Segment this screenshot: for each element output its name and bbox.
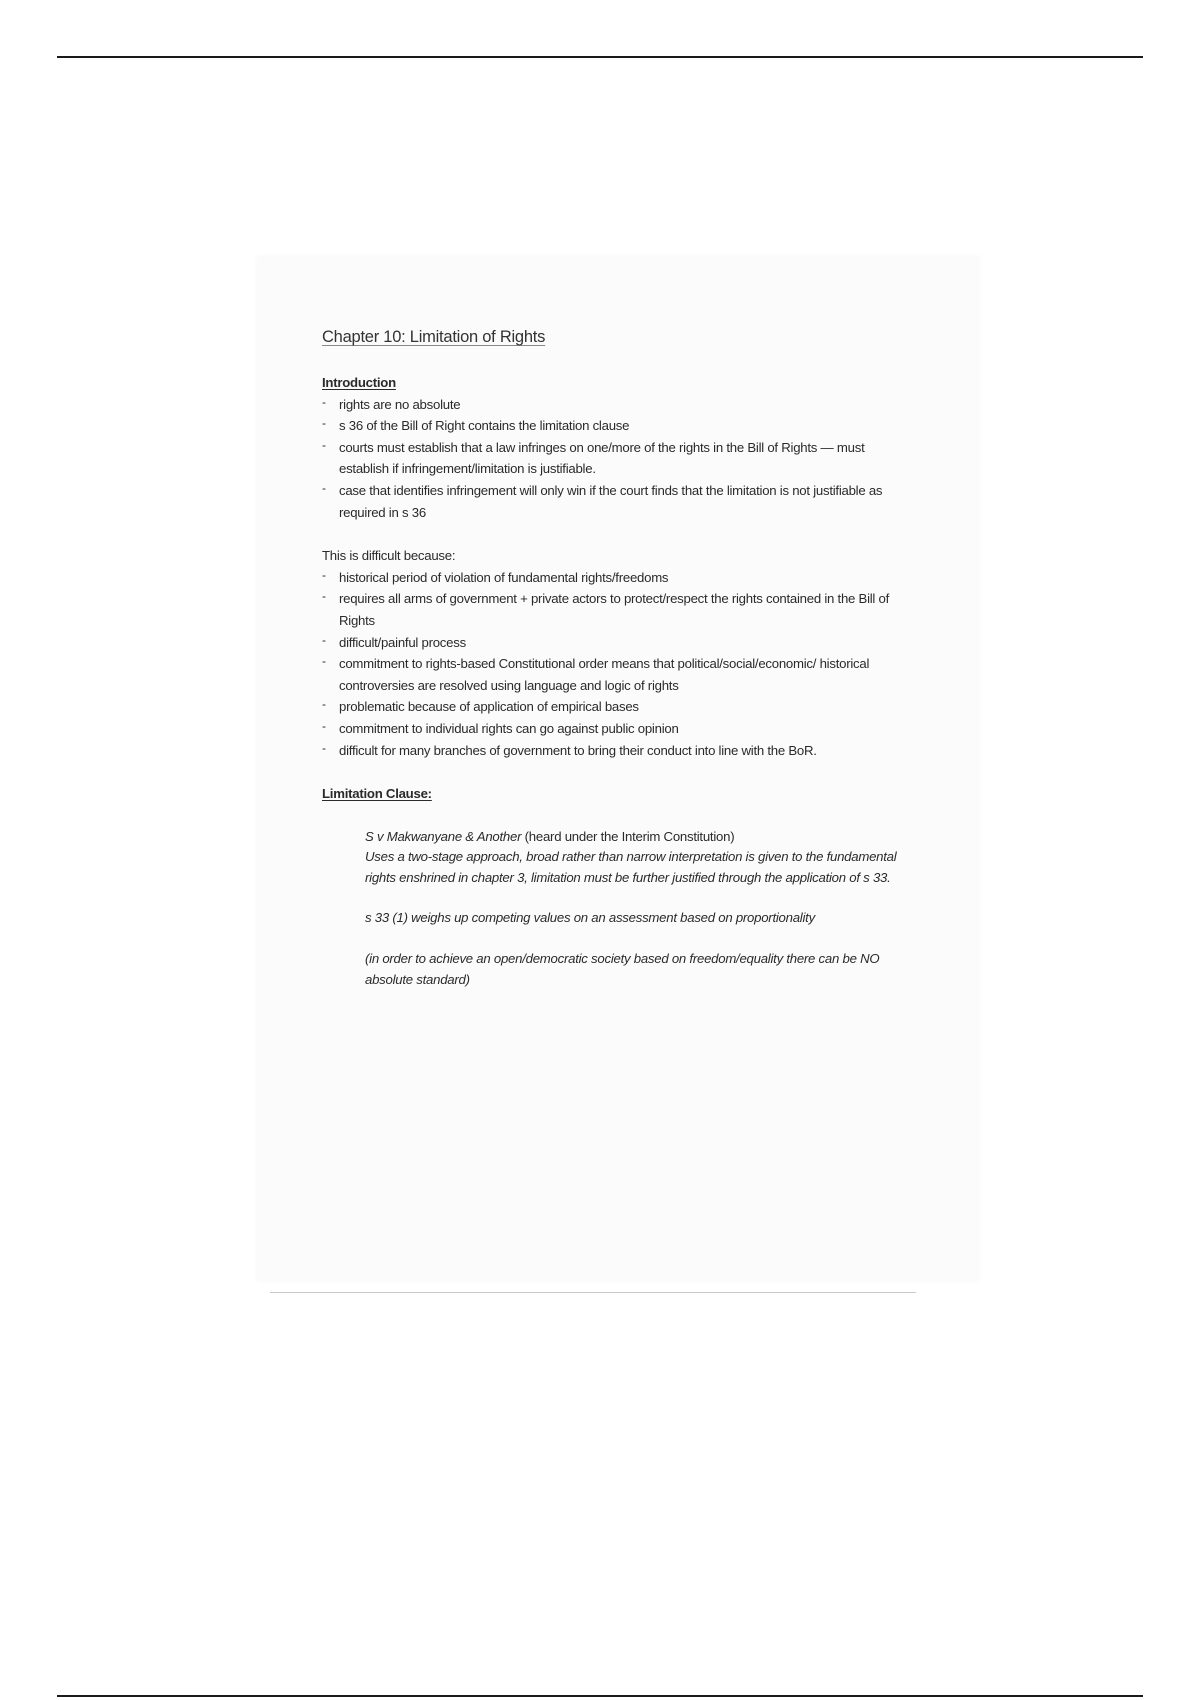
list-item: - case that identifies infringement will only win if the court finds that the limitation is not justifiable as required in s 36: [322, 480, 912, 523]
list-item: - courts must establish that a law infringes on one/more of the rights in the Bill of Rights — must establish if infringement/limitation is justifiable.: [322, 437, 912, 480]
list-item: - commitment to rights-based Constitutional order means that political/social/economic/ historical controversies are resolved using language and logic of rights: [322, 653, 912, 696]
case-s33-note: s 33 (1) weighs up competing values on an assessment based on proportionality: [365, 910, 815, 926]
list-item: - problematic because of application of empirical bases: [322, 696, 912, 718]
case-standard-note: (in order to achieve an open/democratic society based on freedom/equality there can be NO absolute standard): [365, 951, 880, 987]
case-summary: [365, 827, 913, 991]
introduction-heading: Introduction: [322, 375, 396, 390]
list-item: - difficult/painful process: [322, 632, 912, 654]
list-item: - requires all arms of government + private actors to protect/respect the rights contained in the Bill of Rights: [322, 588, 912, 631]
scan-edge-line: [270, 1292, 916, 1293]
footer-rule: [57, 1695, 1143, 1697]
case-note: (heard under the Interim Constitution): [521, 828, 735, 844]
list-item: - commitment to individual rights can go against public opinion: [322, 718, 912, 740]
limitation-clause-heading: Limitation Clause:: [322, 786, 432, 802]
header-rule: [57, 56, 1143, 58]
case-title-line: [365, 827, 913, 848]
page-content: [322, 326, 912, 990]
list-item: - difficult for many branches of government to bring their conduct into line with the BoR.: [322, 740, 912, 762]
difficulty-intro-text: This is difficult because:: [322, 548, 456, 564]
introduction-list: [322, 394, 912, 524]
list-item: - historical period of violation of fundamental rights/freedoms: [322, 567, 912, 589]
difficulty-list: [322, 567, 912, 761]
list-item: - rights are no absolute: [322, 394, 912, 416]
case-name: S v Makwanyane & Another: [365, 828, 522, 844]
list-item: - s 36 of the Bill of Right contains the limitation clause: [322, 415, 912, 437]
chapter-title: Chapter 10: Limitation of Rights: [322, 328, 546, 346]
case-approach: Uses a two-stage approach, broad rather than narrow interpretation is given to the fundamental rights enshrined in chapter 3, limitation must be further justified through the application of s 33.: [365, 849, 897, 885]
